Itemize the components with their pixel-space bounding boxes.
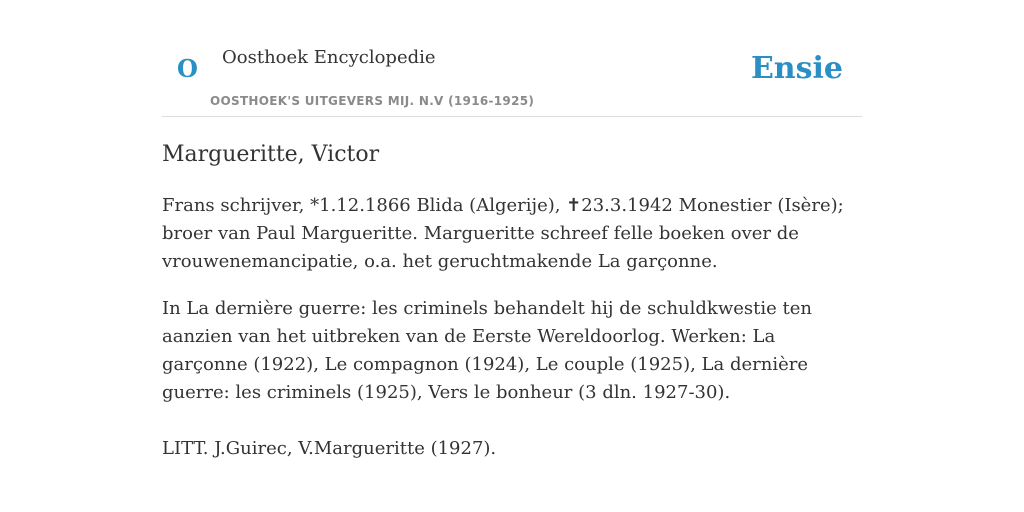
entry-title: Margueritte, Victor <box>162 142 380 167</box>
entry-paragraph-biography: Frans schrijver, *1.12.1866 Blida (Algerije), ✝23.3.1942 Monestier (Isère); broer van Paul Margueritte. Margueritte schreef felle boeken over de vrouwenemancipatie, o.a. het geruchtmakende La garçonne. <box>162 195 844 272</box>
source-title[interactable]: Oosthoek Encyclopedie <box>222 47 436 68</box>
source-logo-icon: O <box>177 54 198 83</box>
source-header <box>162 0 862 117</box>
source-publisher: OOSTHOEK'S UITGEVERS MIJ. N.V (1916-1925) <box>210 94 535 108</box>
entry-paragraph-works: In La dernière guerre: les criminels behandelt hij de schuldkwestie ten aanzien van het uitbreken van de Eerste Wereldoorlog. Werken: La garçonne (1922), Le compagnon (1924), Le couple (1925), La dernière guerre: les criminels (1925), Vers le bonheur (3 dln. 1927-30). <box>162 298 812 403</box>
entry-paragraph-literature: LITT. J.Guirec, V.Margueritte (1927). <box>162 438 497 459</box>
article-page <box>162 0 862 512</box>
ensie-logo-link[interactable]: Ensie <box>750 51 843 86</box>
